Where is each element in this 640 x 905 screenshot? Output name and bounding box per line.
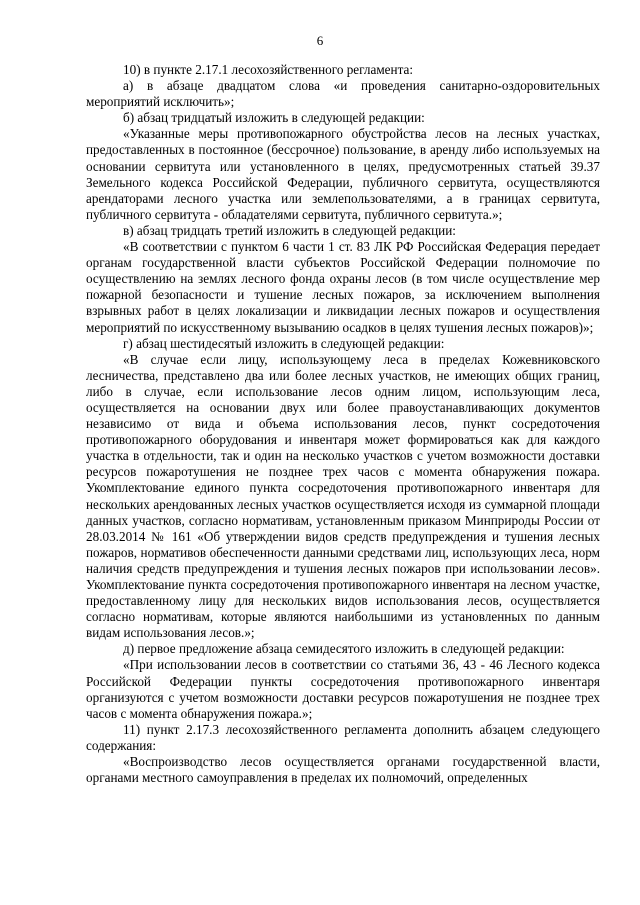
quoted-paragraph-60: «В случае если лицу, использующему леса в пределах Кожевниковского лесничества, представлено два или более лесных участков, не имеющих общих границ, либо в случае, если использование лесов одним лицом, использующим леса, осуществляется на основании двух или более правоустанавливающих документов независимо от вида и объема использования лесов, пункт сосредоточения противопожарного оборудования и инвентаря может формироваться как для каждого участка в отдельности, так и один на несколько участков с учетом возможности доставки ресурсов пожаротушения не позднее трех часов с момента обнаружения пожара. Укомплектование единого пункта сосредоточения противопожарного инвентаря для нескольких арендованных лесных участков осуществляется исходя из суммарной площади данных участков, согласно нормативам, установленным приказом Минприроды России от 28.03.2014 № 161 «Об утверждении видов средств предупреждения и тушения лесных пожаров, нормативов обеспеченности данными средствами лиц, использующих леса, норм наличия средств предупреждения и тушения лесных пожаров при использовании лесов». Укомплектование пункта сосредоточения противопожарного инвентаря на лесном участке, предоставленному лицу для нескольких видов использования лесов, осуществляется согласно нормативам, которые являются наибольшими из установленных по данным видам использования лесов.»; xyxy=(86,351,600,641)
page-number: 6 xyxy=(316,33,324,48)
paragraph-subitem-b: б) абзац тридцатый изложить в следующей редакции: xyxy=(123,110,425,126)
paragraph-subitem-v: в) абзац тридцать третий изложить в следующей редакции: xyxy=(123,222,456,238)
quoted-paragraph-70: «При использовании лесов в соответствии со статьями 36, 43 - 46 Лесного кодекса Российской Федерации пункты сосредоточения противопожарного инвентаря организуются с учетом возможности доставки ресурсов пожаротушения не позднее трех часов с момента обнаружения пожара.»; xyxy=(86,657,600,721)
paragraph-subitem-a: а) в абзаце двадцатом слова «и проведения санитарно-оздоровительных мероприятий исключить»; xyxy=(86,78,600,110)
quoted-paragraph-new: «Воспроизводство лесов осуществляется органами государственной власти, органами местного самоуправления в пределах их полномочий, определенных xyxy=(86,754,600,786)
paragraph-item-11: 11) пункт 2.17.3 лесохозяйственного регламента дополнить абзацем следующего содержания: xyxy=(86,721,600,753)
document-body xyxy=(86,62,600,786)
quoted-paragraph-33: «В соответствии с пунктом 6 части 1 ст. 83 ЛК РФ Российская Федерация передает органам государственной власти субъектов Российской Федерации полномочие по осуществлению на землях лесного фонда охраны лесов (в том числе осуществление мер пожарной безопасности и тушение лесных пожаров, за исключением выполнения взрывных работ в целях локализации и ликвидации лесных пожаров и осуществления мероприятий по искусственному вызыванию осадков в целях тушения лесных пожаров)»; xyxy=(86,239,600,335)
paragraph-subitem-d: д) первое предложение абзаца семидесятого изложить в следующей редакции: xyxy=(123,641,565,657)
paragraph-subitem-g: г) абзац шестидесятый изложить в следующей редакции: xyxy=(123,335,445,351)
paragraph-item-10: 10) в пункте 2.17.1 лесохозяйственного регламента: xyxy=(123,62,414,77)
quoted-paragraph-30: «Указанные меры противопожарного обустройства лесов на лесных участках, предоставленных в постоянное (бессрочное) пользование, в аренду либо используемых на основании сервитута или установленного в целях, предусмотренных статьей 39.37 Земельного кодекса Российской Федерации, публичного сервитута, осуществляются арендаторами лесного участка или землепользователями, а в границах сервитута, публичного сервитута - обладателями сервитута, публичного сервитута.»; xyxy=(86,126,600,222)
